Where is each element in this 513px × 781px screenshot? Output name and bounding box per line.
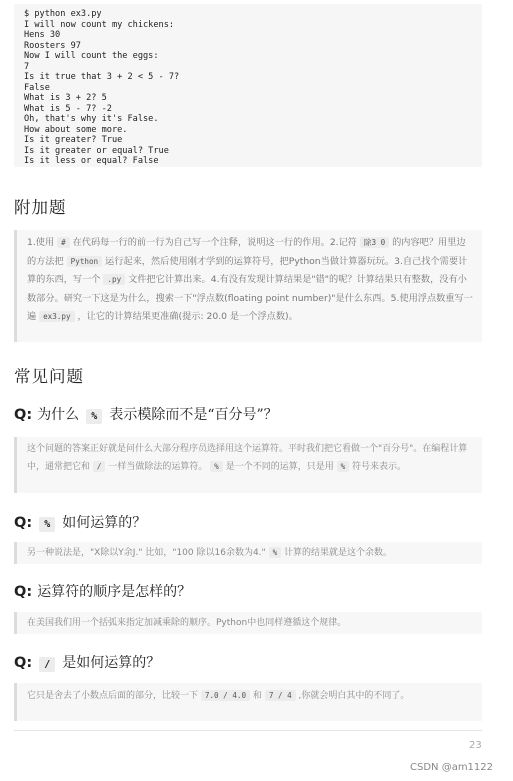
code-line: False (24, 82, 50, 93)
code-line: 7 (24, 61, 30, 72)
extra-text: 文件把它计算出来。4.有没有发现计算结果是"错"的呢？计算结果只有整数，没有小数部分。研究一下这是为什么，搜索一下"浮点数(floating point number)"是什么东西。5.使用浮点数重写一遍 (27, 274, 473, 323)
inline-code: 除3 0 (360, 237, 389, 248)
faq-question-1 (14, 404, 278, 424)
question-code: % (86, 409, 102, 424)
answer-text: ,你就会明白其中的不同了。 (298, 691, 410, 701)
code-line: I will now count my chickens: (24, 19, 175, 30)
inline-code: / (93, 461, 106, 472)
question-text: 运算符的顺序是怎样的？ (37, 584, 192, 600)
code-line: Is it greater or equal? True (24, 145, 169, 156)
inline-code: 7.0 / 4.0 (201, 690, 250, 701)
code-line: What is 5 - 7? -2 (24, 103, 112, 114)
question-text: 为什么 (37, 407, 80, 423)
code-line: Is it greater? True (24, 135, 123, 145)
answer-text: 在美国我们用一个括弧来指定加减乘除的顺序。Python中也同样遵循这个规律。 (27, 618, 347, 628)
answer-text: 它只是舍去了小数点后面的部分，比较一下 (27, 691, 199, 701)
faq-question-3 (14, 581, 191, 601)
code-line: How about some more. (24, 124, 128, 135)
q-prefix: Q: (14, 655, 33, 671)
code-line: Roosters 97 (24, 40, 81, 51)
code-line: $ python ex3.py (24, 9, 102, 19)
inline-code: ex3.py (39, 311, 74, 322)
faq-answer-4 (14, 683, 482, 721)
extra-credit-quote (14, 230, 482, 342)
inline-code: % (337, 461, 350, 472)
q-prefix: Q: (14, 407, 33, 423)
footer-divider (14, 730, 482, 731)
answer-text: 和 (252, 691, 262, 701)
answer-text: 计算的结果就是这个余数。 (284, 548, 393, 558)
faq-heading: 常见问题 (14, 367, 84, 386)
inline-code: # (57, 237, 70, 248)
code-line: Is it true that 3 + 2 < 5 - 7? (24, 72, 180, 82)
inline-code: % (269, 547, 282, 558)
extra-text: 在代码每一行的前一行为自己写一个注释，说明这一行的作用。2.记符 (72, 237, 357, 248)
question-code: % (39, 517, 55, 532)
question-code: / (39, 657, 55, 672)
q-prefix: Q: (14, 584, 33, 600)
faq-answer-1 (14, 437, 482, 493)
faq-answer-3 (14, 612, 482, 634)
extra-text: 的内容吧？用里边的方法把 (27, 237, 466, 267)
faq-question-2 (14, 512, 146, 532)
question-text: 表示模除而不是“百分号”？ (109, 407, 278, 423)
answer-text: 符号来表示。 (352, 462, 407, 472)
inline-code: .py (103, 274, 125, 285)
inline-code: 7 / 4 (265, 690, 296, 701)
code-line: What is 3 + 2? 5 (24, 93, 107, 103)
extra-text: ，让它的计算结果更准确(提示: 20.0 是一个浮点数)。 (77, 311, 298, 323)
answer-text: 一样当做除法的运算符。 (108, 462, 208, 472)
inline-code: % (210, 461, 223, 472)
watermark: CSDN @am1122 (410, 762, 494, 773)
faq-question-4 (14, 652, 160, 672)
code-line: Is it less or equal? False (24, 156, 159, 166)
answer-text: 这个问题的答案正好就是问什么大部分程序员选择用这个运算符。平时我们把它看做一个"百分号"。在编程计算中，通常把它和 (27, 444, 468, 472)
q-prefix: Q: (14, 515, 33, 531)
answer-text: 是一个不同的运算，只是用 (225, 462, 334, 472)
question-text: 如何运算的？ (62, 515, 147, 531)
extra-text: 1.使用 (27, 237, 55, 248)
inline-code: Python (67, 256, 102, 267)
page-number: 23 (469, 740, 482, 751)
code-line: Hens 30 (24, 30, 61, 40)
code-line: Now I will count the eggs: (24, 51, 159, 61)
terminal-output-block (14, 4, 482, 167)
code-line: Oh, that's why it's False. (24, 114, 159, 124)
extra-text: 运行起来，然后使用刚才学到的运算符号，把Python当做计算器玩玩。3.自己找个需要计算的东西，写一个 (27, 255, 468, 286)
extra-credit-heading: 附加题 (14, 198, 67, 217)
answer-text: 另一种说法是，"X除以Y余J." 比如，"100 除以16余数为4." (27, 548, 266, 558)
faq-answer-2 (14, 542, 482, 564)
question-text: 是如何运算的？ (62, 655, 161, 671)
